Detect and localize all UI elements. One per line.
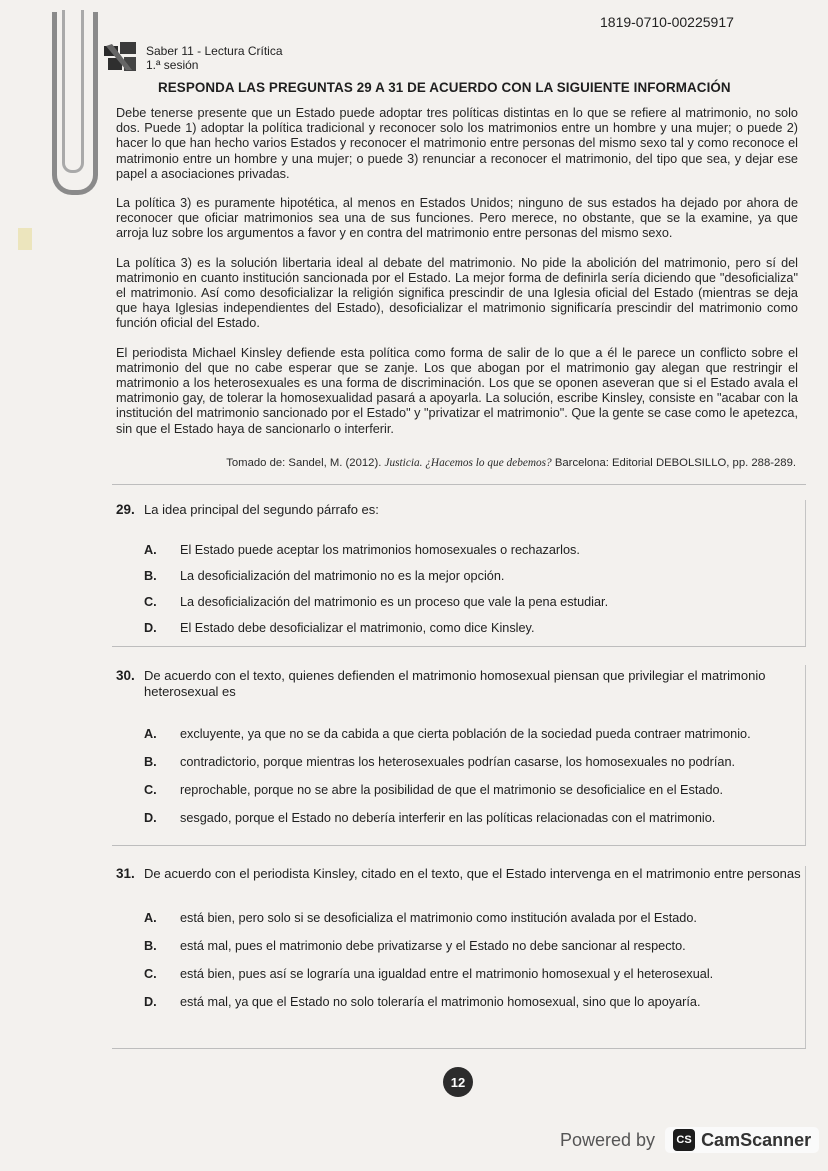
option-letter: D.: [144, 995, 157, 1009]
option-letter: B.: [144, 755, 157, 769]
option-text: sesgado, porque el Estado no debería interferir en las políticas relacionadas con el matrimonio.: [180, 811, 716, 825]
option-text: excluyente, ya que no se da cabida a que cierta población de la sociedad pueda contraer matrimonio.: [180, 727, 751, 741]
question-31: [116, 866, 806, 1009]
source-prefix: Tomado de: Sandel, M. (2012).: [226, 457, 382, 469]
option-d[interactable]: [144, 995, 806, 1009]
option-c[interactable]: [144, 595, 806, 609]
exam-header: [146, 44, 283, 72]
divider: [112, 845, 806, 846]
option-letter: A.: [144, 543, 157, 557]
divider: [112, 484, 806, 485]
option-b[interactable]: [144, 755, 806, 769]
passage-paragraph-2: La política 3) es puramente hipotética, al menos en Estados Unidos; ninguno de sus estados ha dejado por ahora de reconocer que oficiar matrimonios sea una de sus funciones. Pero merece, no obstante, que se la examine, ya que arroja luz sobre los argumentos a favor y en contra del matrimonio entre personas del mismo sexo.: [116, 196, 798, 241]
option-letter: A.: [144, 727, 157, 741]
page-number: 12: [443, 1067, 473, 1097]
option-letter: B.: [144, 939, 157, 953]
option-text: está mal, ya que el Estado no solo toleraría el matrimonio homosexual, sino que lo apoyaría.: [180, 995, 701, 1009]
margin-stamp-icon: [18, 228, 32, 250]
option-d[interactable]: [144, 811, 806, 825]
reading-passage: [116, 106, 798, 451]
option-b[interactable]: [144, 569, 806, 583]
source-citation: [226, 457, 796, 469]
option-d[interactable]: [144, 621, 806, 635]
icfes-logo-icon: [104, 42, 138, 72]
passage-paragraph-1: Debe tenerse presente que un Estado puede adoptar tres políticas distintas en lo que se refiere al matrimonio, no solo dos. Puede 1) adoptar la política tradicional y reconocer solo los matrimonios entre un hombre y una mujer; o puede 2) hacer lo que han hecho varios Estados y reconocer el matrimonio entre personas del mismo sexo tal y como reconoce el matrimonio entre un hombre y una mujer; o puede 3) renunciar a reconocer el matrimonio, del tipo que sea, y dejar ese papel a asociaciones privadas.: [116, 106, 798, 181]
passage-paragraph-3: La política 3) es la solución libertaria ideal al debate del matrimonio. No pide la abolición del matrimonio, pero sí del matrimonio en cuanto institución sancionada por el Estado. La mejor forma de definirla sería diciendo que "desoficializa" el matrimonio. Así como desoficializar la religión significa prescindir de una Iglesia oficial del Estado (mientras se deja que haya Iglesias independientes del Estado), desoficializar el matrimonio significaría prescindir del matrimonio como función oficial del Estado.: [116, 255, 798, 331]
exam-title: Saber 11 - Lectura Crítica: [146, 44, 283, 58]
option-text: está bien, pero solo si se desoficializa el matrimonio como institución avalada por el Estado.: [180, 911, 697, 925]
option-a[interactable]: [144, 911, 806, 925]
option-c[interactable]: [144, 967, 806, 981]
option-letter: D.: [144, 811, 157, 825]
option-text: está mal, pues el matrimonio debe privatizarse y el Estado no debe sancionar al respecto.: [180, 939, 686, 953]
question-30: [116, 668, 806, 825]
option-text: reprochable, porque no se abre la posibilidad de que el matrimonio se desoficialice en el Estado.: [180, 783, 724, 797]
option-letter: A.: [144, 911, 157, 925]
instruction-heading: RESPONDA LAS PREGUNTAS 29 A 31 DE ACUERDO CON LA SIGUIENTE INFORMACIÓN: [158, 80, 731, 95]
option-text: El Estado debe desoficializar el matrimonio, como dice Kinsley.: [180, 621, 535, 635]
option-b[interactable]: [144, 939, 806, 953]
question-number: 31.: [116, 866, 135, 881]
option-text: El Estado puede aceptar los matrimonios homosexuales o rechazarlos.: [180, 543, 580, 557]
question-stem: La idea principal del segundo párrafo es:: [144, 502, 379, 517]
exam-session: 1.ª sesión: [146, 58, 199, 72]
option-text: La desoficialización del matrimonio es un proceso que vale la pena estudiar.: [180, 595, 609, 609]
divider: [112, 1048, 806, 1049]
option-text: contradictorio, porque mientras los heterosexuales podrían casarse, los homosexuales no podrían.: [180, 755, 736, 769]
option-a[interactable]: [144, 727, 806, 741]
option-letter: C.: [144, 967, 157, 981]
option-text: está bien, pues así se lograría una igualdad entre el matrimonio homosexual y el heterosexual.: [180, 967, 714, 981]
passage-paragraph-4: El periodista Michael Kinsley defiende esta política como forma de salir de lo que a él le parece un conflicto sobre el matrimonio del que no cabe esperar que se zanje. Los que abogan por el matrimonio gay alegan que restringir el matrimonio a los heterosexuales es una forma de discriminación. Los que se oponen aseveran que si el Estado avala el matrimonio gay, de tolerar la homosexualidad pasará a apoyarla. La solución, escribe Kinsley, consiste en "acabar con la institución del matrimonio sancionado por el Estado" y "privatizar el matrimonio". Que la gente se case como le apetezca, sin que el Estado haya de sancionarlo o interferir.: [116, 345, 798, 436]
source-suffix: Barcelona: Editorial DEBOLSILLO, pp. 288-289.: [554, 457, 796, 469]
option-a[interactable]: [144, 543, 806, 557]
camscanner-watermark: [560, 1124, 819, 1156]
option-text: La desoficialización del matrimonio no es la mejor opción.: [180, 569, 505, 583]
camscanner-badge: [665, 1127, 819, 1153]
question-stem: De acuerdo con el periodista Kinsley, citado en el texto, que el Estado intervenga en el matrimonio entre personas: [144, 866, 801, 881]
question-number: 30.: [116, 668, 135, 683]
paperclip-inner-icon: [62, 10, 84, 173]
document-code: 1819-0710-00225917: [600, 14, 734, 30]
option-letter: C.: [144, 595, 157, 609]
option-letter: C.: [144, 783, 157, 797]
question-29: [116, 502, 806, 635]
option-letter: B.: [144, 569, 157, 583]
camscanner-icon: CS: [673, 1129, 695, 1151]
question-number: 29.: [116, 502, 135, 517]
camscanner-brand: CamScanner: [701, 1129, 812, 1150]
divider: [112, 646, 806, 647]
powered-by-text: Powered by: [560, 1129, 656, 1150]
source-title: Justicia. ¿Hacemos lo que debemos?: [384, 457, 552, 469]
question-stem: De acuerdo con el texto, quienes defienden el matrimonio homosexual piensan que privilegiar el matrimonio heterosexual es: [144, 668, 766, 699]
option-c[interactable]: [144, 783, 806, 797]
option-letter: D.: [144, 621, 157, 635]
